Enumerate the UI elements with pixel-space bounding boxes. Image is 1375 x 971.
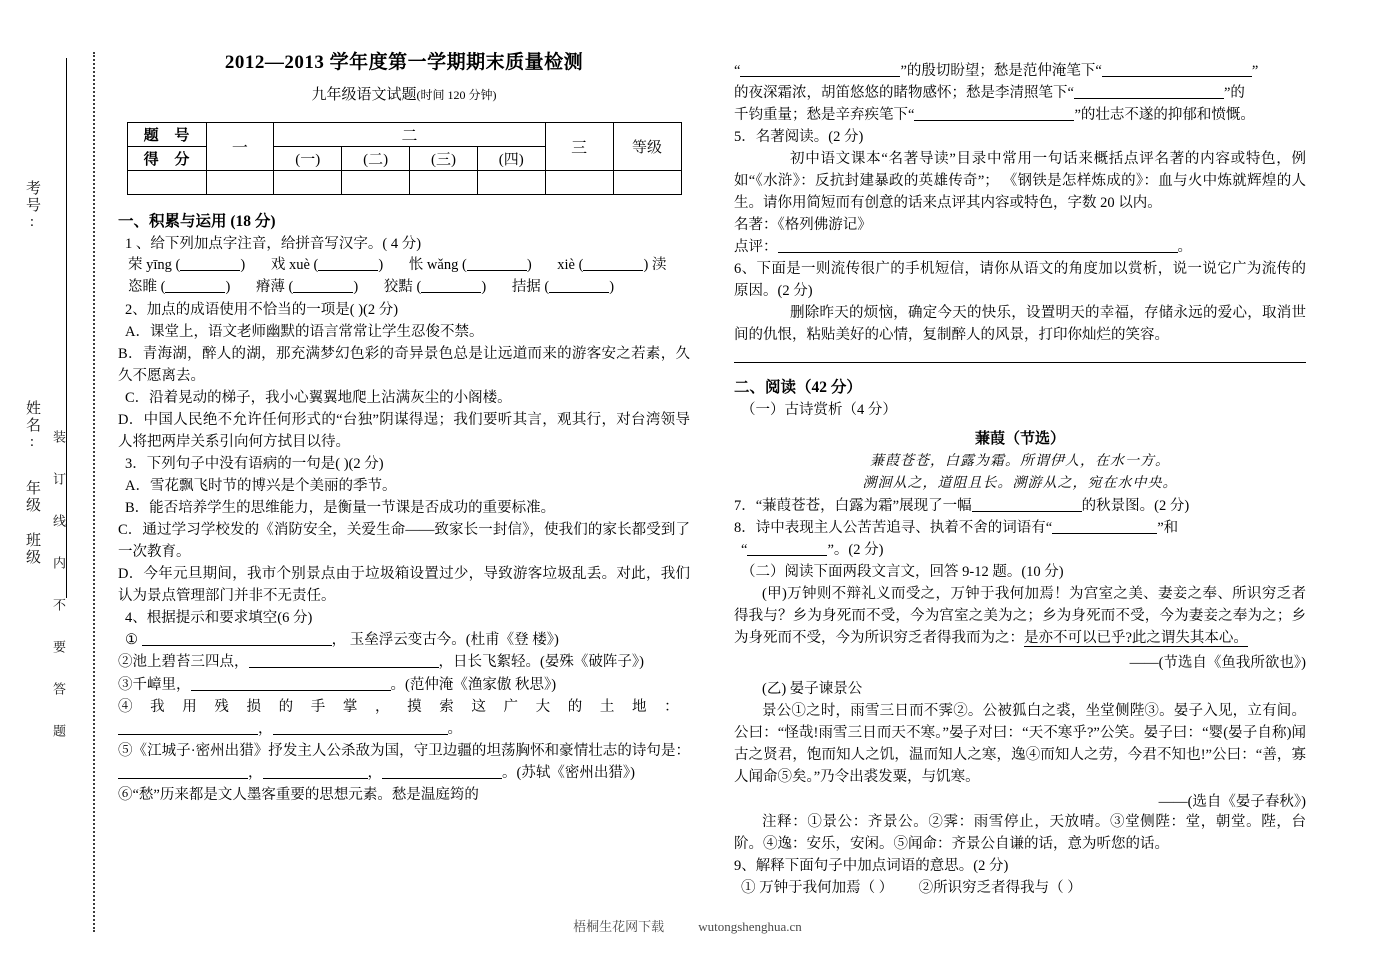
answer-blank[interactable] — [118, 762, 248, 778]
score-table — [127, 122, 682, 195]
answer-blank[interactable] — [421, 277, 481, 293]
page-title: 2012—2013 学年度第一学期期末质量检测 — [224, 52, 584, 73]
q1-item: 狡黠 ( ) — [384, 279, 486, 295]
score-cell-empty[interactable] — [477, 171, 545, 195]
question-4: 4、根据提示和要求填空(6 分) — [125, 610, 313, 627]
answer-blank[interactable] — [1074, 83, 1224, 99]
score-cell-empty[interactable] — [613, 171, 681, 195]
subtitle-text: 九年级语文试题 — [311, 87, 417, 103]
score-table-label-1: 题 号 — [127, 123, 206, 147]
question-2-option-b[interactable]: B．青海湖，醉人的湖，那充满梦幻色彩的奇异景色总是让远道而来的游客安之若素，久久不愿离去。 — [118, 346, 690, 385]
passage-yi: 景公①之时，雨雪三日而不霁②。公被狐白之裘，坐堂侧陛③。晏子入见，立有间。公曰：“怪哉!雨雪三日而天不寒。”晏子对曰：“天不寒乎?”公笑。晏子曰：“婴(晏子自称)闻古之贤君，饱而知人之饥，温而知人之寒，逸④而知人之劳，今君不知也!”公曰：“善，寡人闻命⑤矣。”乃令出裘发粟，与饥寒。 — [734, 703, 1306, 786]
question-4-item-4-line-2: ， 。 — [118, 718, 690, 740]
answer-blank[interactable] — [1052, 518, 1157, 534]
question-9-item-2[interactable]: ②所识穷乏者得我与（ ） — [918, 880, 1082, 897]
q1-item: 瘠薄 ( ) — [256, 279, 358, 295]
answer-blank[interactable] — [318, 255, 378, 271]
section-1-heading: 一、积累与运用 (18 分) — [118, 213, 276, 230]
page-subtitle — [118, 83, 690, 104]
answer-blank[interactable] — [180, 255, 240, 271]
q1-item: 怅 wǎng ( ) — [409, 257, 532, 273]
q1-item: 拮据 ( ) — [512, 279, 614, 295]
score-cell-empty[interactable] — [545, 171, 613, 195]
question-3-option-b[interactable]: B．能否培养学生的思维能力，是衡量一节课是否成功的重要标准。 — [125, 500, 556, 517]
question-3-option-a[interactable]: A．雪花飘飞时节的博兴是个美丽的季节。 — [125, 478, 397, 495]
question-6: 6、下面是一则流传很广的手机短信，请你从语文的角度加以赏析，说一说它广为流传的原因。(2 分) — [734, 261, 1306, 300]
seal-dotted-line — [93, 52, 95, 932]
question-1-row-2 — [118, 277, 690, 299]
q1-item: 荣 yīng ( ) — [128, 257, 245, 273]
answer-area-rule — [734, 362, 1306, 363]
passage-notes: 注释：①景公：齐景公。②霁：雨雪停止，天放晴。③堂侧陛：堂，朝堂。陛，台阶。④逸：安乐，安闲。⑤闻命：齐景公自谦的话，意为听您的话。 — [734, 814, 1306, 853]
answer-blank[interactable] — [972, 496, 1082, 512]
question-3-option-d[interactable]: D．今年元旦期间，我市个别景点由于垃圾箱设置过少，导致游客垃圾乱丢。对此，我们认为景点管理部门并非不无责任。 — [118, 566, 690, 605]
score-subcol-1: (一) — [274, 147, 342, 171]
score-cell-empty[interactable] — [342, 171, 410, 195]
answer-blank[interactable] — [467, 255, 527, 271]
passage-yi-source: ——(选自《晏子春秋》) — [1158, 794, 1306, 811]
answer-blank[interactable] — [382, 762, 502, 778]
question-4-item-6-line-1: ⑥“愁”历来都是文人墨客重要的思想元素。愁是温庭筠的 — [118, 786, 479, 803]
question-5-body: 初中语文课本“名著导读”目录中常用一句话来概括点评名著的内容或特色，例如“《水浒》：反抗封建暴政的英雄传奇”； 《钢铁是怎样炼成的》：血与火中炼就辉煌的人生。请你用简短而有创意的话来点评其内容或特色，字数 20 以内。 — [734, 151, 1306, 212]
score-col-3: 三 — [545, 123, 613, 171]
question-9-item-1[interactable]: ① 万钟于我何加焉（ ） — [741, 880, 894, 897]
exam-number-label: 考号: — [24, 180, 40, 232]
grade-class-label: 年级 班级 — [24, 480, 40, 566]
answer-blank[interactable] — [273, 718, 448, 734]
passage-jia-source: ——(节选自《鱼我所欲也》) — [1129, 655, 1306, 672]
question-5-comment: 点评： 。 — [734, 236, 1306, 258]
question-7: 7．“蒹葭苍苍，白露为霜”展现了一幅 的秋景图。(2 分) — [734, 495, 1306, 517]
right-column — [734, 30, 1306, 899]
answer-blank[interactable] — [747, 540, 827, 556]
left-column — [118, 30, 690, 806]
question-5-work: 名著：《格列佛游记》 — [734, 217, 872, 234]
score-table-label-2: 得 分 — [127, 147, 206, 171]
answer-blank[interactable] — [1102, 61, 1252, 77]
answer-blank[interactable] — [293, 277, 353, 293]
section-2-part-1-title: （一）古诗赏析（4 分） — [741, 402, 897, 419]
question-4-item-6-line-4: 千钧重量；愁是辛弃疾笔下“ ”的壮志不遂的抑郁和愤慨。 — [734, 104, 1306, 126]
question-3-option-c[interactable]: C．通过学习学校发的《消防安全，关爱生命——致家长一封信》，使我们的家长都受到了一次教育。 — [118, 522, 690, 561]
question-5: 5．名著阅读。(2 分) — [734, 129, 864, 146]
score-subcol-3: (三) — [410, 147, 478, 171]
exam-content — [118, 30, 1328, 935]
q1-item: 戏 xuè ( ) — [271, 257, 383, 273]
answer-blank[interactable] — [165, 277, 225, 293]
footer-site-name: 梧桐生花网下载 — [573, 919, 665, 934]
question-4-item-3: ③千嶂里， 。(范仲淹《渔家傲 秋思》) — [118, 674, 690, 696]
score-subcol-2: (二) — [342, 147, 410, 171]
question-4-item-1: ① ， 玉垒浮云变古今。(杜甫《登 楼》) — [118, 629, 690, 651]
answer-blank[interactable] — [191, 674, 391, 690]
answer-blank[interactable] — [249, 652, 439, 668]
score-subcol-4: (四) — [477, 147, 545, 171]
answer-blank[interactable] — [740, 61, 900, 77]
answer-blank[interactable] — [118, 718, 258, 734]
answer-blank[interactable] — [549, 277, 609, 293]
question-4-item-6-line-2: “ ”的殷切盼望；愁是范仲淹笔下“ ” — [734, 60, 1306, 82]
question-4-item-5: ⑤《江城子·密州出猎》抒发主人公杀敌为国，守卫边疆的坦荡胸怀和豪情壮志的诗句是：， ， 。(苏轼《密州出猎》) — [118, 742, 690, 781]
answer-blank[interactable] — [142, 630, 332, 646]
table-row — [127, 171, 681, 195]
student-name-label: 姓名: — [24, 400, 40, 452]
question-4-item-4-line-1: ④ 我 用 残 损 的 手 掌 ， 摸 索 这 广 大 的 土 地 ： — [118, 698, 686, 715]
score-col-4: 等级 — [613, 123, 681, 171]
seal-warning-label: 装 订 线 内 不 要 答 题 — [51, 430, 66, 744]
score-cell-empty[interactable] — [127, 171, 206, 195]
question-3: 3．下列句子中没有语病的一句是( )(2 分) — [125, 456, 384, 473]
score-col-2: 二 — [274, 123, 545, 147]
question-2: 2、加点的成语使用不恰当的一项是( )(2 分) — [125, 301, 399, 318]
question-2-option-d[interactable]: D．中国人民绝不允许任何形式的“台独”阴谋得逞；我们要听其言，观其行，对台湾领导人将把两岸关系引向何方拭目以待。 — [118, 412, 690, 451]
score-cell-empty[interactable] — [410, 171, 478, 195]
page-footer — [0, 916, 1375, 935]
question-8-line-2: “ ”。(2 分) — [734, 539, 1306, 561]
question-9-items — [734, 877, 1306, 899]
passage-jia: (甲)万钟则不辩礼义而受之，万钟于我何加焉！为宫室之美、妻妾之奉、所识穷乏者得我与？乡为身死而不受，今为宫室之美为之；乡为身死而不受，今为妻妾之奉为之；乡为身死而不受，今为所识穷乏者得我而为之：是亦不可以已乎?此之谓失其本心。 — [734, 585, 1306, 646]
answer-blank[interactable] — [263, 762, 368, 778]
q1-item: 恣睢 ( ) — [128, 279, 230, 295]
question-6-body: 删除昨天的烦恼，确定今天的快乐，设置明天的幸福，存储永远的爱心，取消世间的仇恨，粘贴美好的心情，复制醉人的风景，打印你灿烂的笑容。 — [734, 305, 1306, 344]
q1-item: xiè ( ) 渎 — [557, 257, 666, 273]
question-4-item-6-line-3: 的夜深霜浓，胡笛悠悠的睹物感怀；愁是李清照笔下“ ”的 — [734, 82, 1306, 104]
question-1: 1 、给下列加点字注音，给拼音写汉字。( 4 分) — [125, 236, 422, 252]
score-cell-empty[interactable] — [274, 171, 342, 195]
section-2-part-2-title: （二）阅读下面两段文言文，回答 9-12 题。(10 分) — [741, 563, 1064, 580]
poem-line: 蒹葭苍苍，白露为霜。所谓伊人，在水一方。 — [870, 454, 1170, 470]
footer-site-url: wutongshenghua.cn — [698, 919, 802, 934]
answer-blank[interactable] — [914, 105, 1074, 121]
score-col-1: 一 — [206, 123, 274, 171]
question-9: 9、解释下面句子中加点词语的意思。(2 分) — [734, 858, 1009, 875]
subtitle-note: (时间 120 分钟) — [416, 88, 497, 102]
question-1-row-1 — [118, 255, 690, 277]
poem-line: 溯洄从之，道阻且长。溯游从之，宛在水中央。 — [862, 476, 1178, 492]
question-4-item-2: ②池上碧苔三四点， ，日长飞絮轻。(晏殊《破阵子》) — [118, 651, 690, 673]
passage-yi-title: (乙) 晏子谏景公 — [762, 681, 863, 698]
score-cell-empty[interactable] — [206, 171, 274, 195]
answer-blank[interactable] — [778, 237, 1178, 253]
answer-blank[interactable] — [583, 255, 643, 271]
question-2-option-a[interactable]: A．课堂上，语文老师幽默的语言常常让学生忍俊不禁。 — [125, 324, 484, 340]
question-8-line-1: 8．诗中表现主人公苦苦追寻、执着不舍的词语有“ ”和 — [734, 517, 1306, 539]
question-2-option-c[interactable]: C．沿着晃动的梯子，我小心翼翼地爬上沾满灰尘的小阁楼。 — [125, 390, 512, 407]
passage-jia-underlined: 是亦不可以已乎?此之谓失其本心。 — [1024, 630, 1248, 646]
section-2-heading: 二、阅读（42 分） — [734, 379, 862, 397]
table-row — [127, 123, 681, 147]
poem-title: 蒹葭（节选） — [974, 431, 1065, 448]
